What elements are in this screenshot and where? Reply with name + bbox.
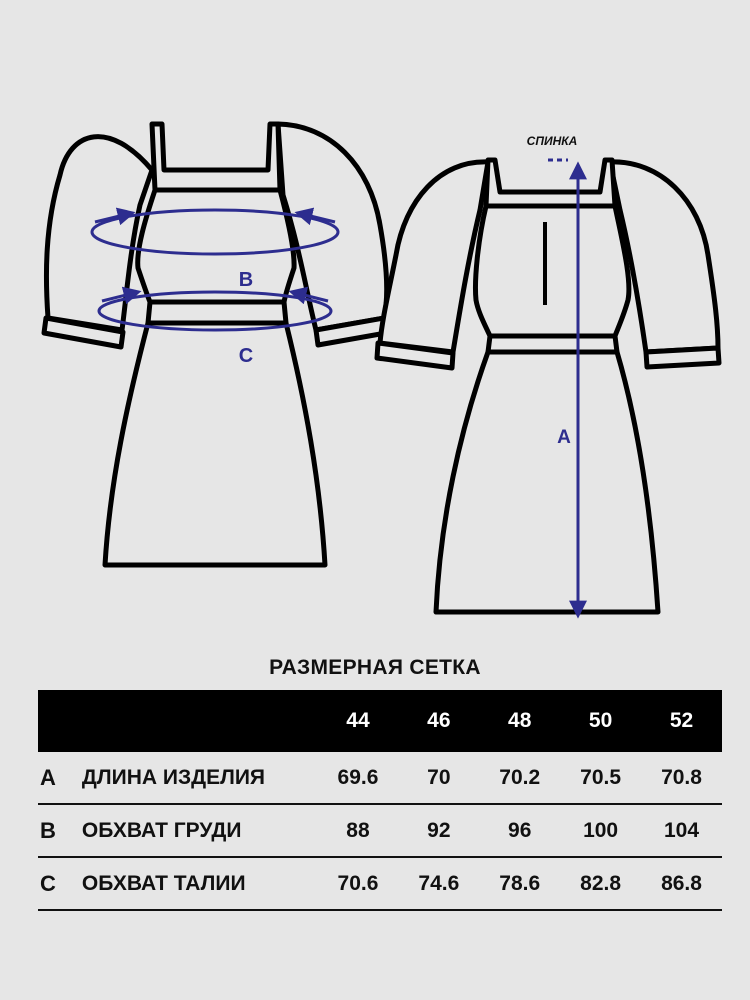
table-cell: 86.8 xyxy=(641,857,722,910)
size-chart-title: РАЗМЕРНАЯ СЕТКА xyxy=(269,656,481,679)
size-header: 50 xyxy=(560,690,641,752)
table-cell: 78.6 xyxy=(479,857,560,910)
table-cell: 70.5 xyxy=(560,752,641,804)
row-code: B xyxy=(38,804,82,857)
dress-back-view xyxy=(377,160,719,612)
back-skirt xyxy=(436,352,658,612)
front-waist-band xyxy=(148,302,286,323)
table-cell: 74.6 xyxy=(398,857,479,910)
size-chart-table xyxy=(38,690,722,911)
size-header: 52 xyxy=(641,690,722,752)
front-left-sleeve xyxy=(46,137,152,330)
table-row xyxy=(38,857,722,910)
back-neckline-band xyxy=(486,160,615,206)
dress-front-view xyxy=(44,124,387,565)
header-empty-cell xyxy=(38,690,82,752)
size-header-row xyxy=(38,690,722,752)
front-neckline-band xyxy=(152,124,280,190)
front-bodice xyxy=(138,190,294,302)
size-header: 48 xyxy=(479,690,560,752)
row-label: ОБХВАТ ГРУДИ xyxy=(82,804,318,857)
table-cell: 104 xyxy=(641,804,722,857)
table-cell: 70.6 xyxy=(318,857,399,910)
row-code: A xyxy=(38,752,82,804)
front-skirt xyxy=(105,323,325,565)
table-cell: 88 xyxy=(318,804,399,857)
size-header: 46 xyxy=(398,690,479,752)
back-right-cuff xyxy=(646,348,719,367)
row-label: ДЛИНА ИЗДЕЛИЯ xyxy=(82,752,318,804)
table-row xyxy=(38,804,722,857)
table-cell: 92 xyxy=(398,804,479,857)
marker-c: C xyxy=(238,345,254,367)
marker-b: B xyxy=(238,269,254,291)
table-cell: 70.8 xyxy=(641,752,722,804)
table-row xyxy=(38,752,722,804)
marker-a: A xyxy=(557,427,571,448)
size-header: 44 xyxy=(318,690,399,752)
row-label: ОБХВАТ ТАЛИИ xyxy=(82,857,318,910)
back-label: СПИНКА xyxy=(526,134,578,148)
header-empty-cell xyxy=(82,690,318,752)
table-cell: 69.6 xyxy=(318,752,399,804)
table-cell: 100 xyxy=(560,804,641,857)
table-cell: 70 xyxy=(398,752,479,804)
table-cell: 70.2 xyxy=(479,752,560,804)
back-bodice xyxy=(475,206,628,336)
back-left-sleeve xyxy=(380,162,488,352)
table-cell: 82.8 xyxy=(560,857,641,910)
table-cell: 96 xyxy=(479,804,560,857)
row-code: C xyxy=(38,857,82,910)
